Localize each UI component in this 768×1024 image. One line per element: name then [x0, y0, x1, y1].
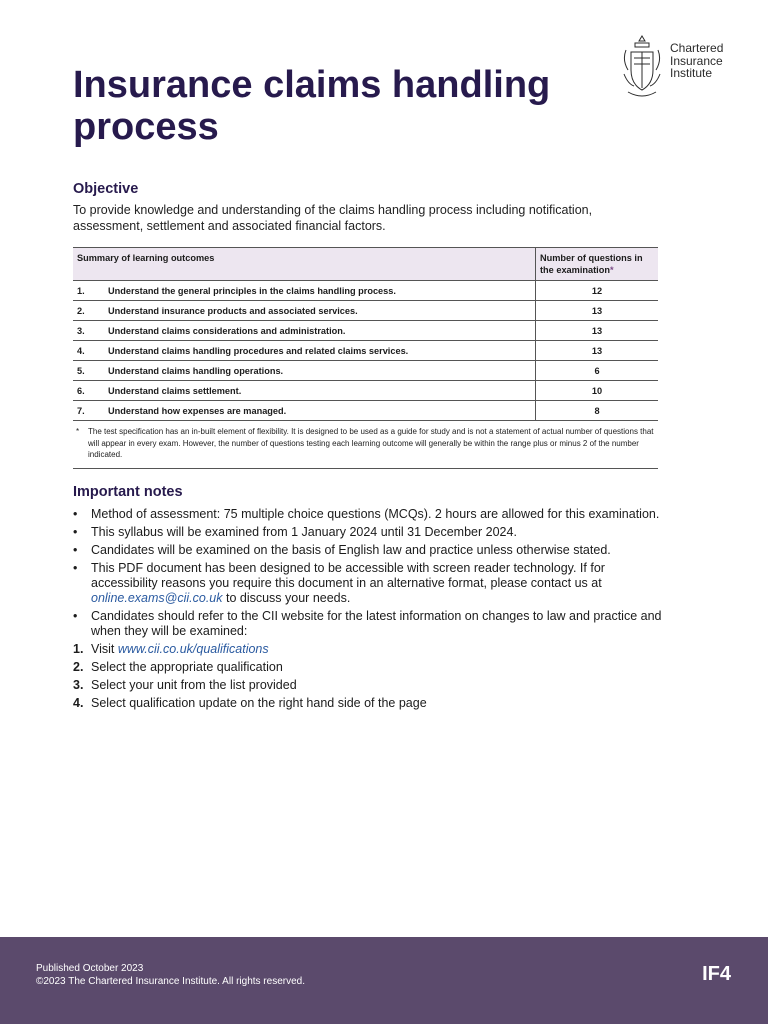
question-count: 8 [536, 401, 659, 421]
table-footnote [73, 421, 658, 469]
objective-text: To provide knowledge and understanding of the claims handling process including notification, assessment, settlement and associated financial factors. [73, 203, 593, 233]
question-count: 12 [536, 281, 659, 301]
table-header-row [73, 248, 658, 281]
list-item [73, 525, 663, 540]
learning-outcomes-table [73, 247, 658, 421]
header-asterisk: * [609, 265, 614, 275]
outcome-text: Understand claims settlement. [108, 385, 242, 396]
table-row [73, 401, 658, 421]
question-count: 10 [536, 381, 659, 401]
outcomes-column-header: Summary of learning outcomes [73, 248, 536, 281]
row-number: 5. [77, 365, 85, 376]
bullet: • [73, 609, 78, 623]
cii-logo [620, 34, 750, 104]
outcome-cell [73, 301, 536, 321]
list-item [73, 642, 663, 657]
step-number: 3. [73, 678, 84, 692]
published-date: Published October 2023 [36, 963, 144, 974]
outcome-cell [73, 361, 536, 381]
bullet: • [73, 525, 78, 539]
list-item [73, 678, 663, 693]
outcome-text: Understand the general principles in the claims handling process. [108, 285, 396, 296]
note-text: This syllabus will be examined from 1 January 2024 until 31 December 2024. [91, 525, 517, 539]
row-number: 7. [77, 405, 85, 416]
outcome-cell [73, 341, 536, 361]
bullet: • [73, 543, 78, 557]
page-title: Insurance claims handling process [73, 64, 551, 148]
important-notes-list [73, 507, 663, 714]
step-number: 4. [73, 696, 84, 710]
publication-info [36, 962, 305, 988]
email-link[interactable]: online.exams@cii.co.uk [91, 591, 223, 605]
question-count: 13 [536, 321, 659, 341]
outcome-text: Understand claims considerations and administration. [108, 325, 346, 336]
outcome-cell [73, 281, 536, 301]
questions-column-header: Number of questions in the examination* [536, 248, 659, 281]
outcome-text: Understand insurance products and associated services. [108, 305, 358, 316]
bullet: • [73, 561, 78, 575]
step-text: Select the appropriate qualification [91, 660, 283, 674]
note-text: Candidates will be examined on the basis of English law and practice unless otherwise stated. [91, 543, 611, 557]
bullet: • [73, 507, 78, 521]
qualifications-link[interactable]: www.cii.co.uk/qualifications [117, 642, 269, 656]
footnote-text: The test specification has an in-built element of flexibility. It is designed to be used as a guide for study and is not a statement of actual number of questions that will appear in every exam. However, the number of questions testing each learning outcome will generally be within the range plus or minus 2 of the number indicated. [88, 427, 654, 459]
question-count: 6 [536, 361, 659, 381]
question-count: 13 [536, 301, 659, 321]
row-number: 2. [77, 305, 85, 316]
row-number: 3. [77, 325, 85, 336]
note-text: Method of assessment: 75 multiple choice questions (MCQs). 2 hours are allowed for this examination. [91, 507, 660, 521]
table-row [73, 301, 658, 321]
list-item [73, 561, 663, 606]
outcome-cell [73, 401, 536, 421]
note-text: to discuss your needs. [222, 591, 351, 605]
step-text: Visit [91, 642, 118, 656]
step-number: 1. [73, 642, 84, 656]
table-row [73, 321, 658, 341]
list-item [73, 660, 663, 675]
logo-line: Insurance [670, 53, 723, 68]
note-text: Candidates should refer to the CII website for the latest information on changes to law and practice and when they will be examined: [91, 609, 662, 638]
list-item [73, 696, 663, 711]
footnote-asterisk: * [76, 427, 80, 436]
list-item [73, 507, 663, 522]
row-number: 6. [77, 385, 85, 396]
outcome-cell [73, 381, 536, 401]
question-count: 13 [536, 341, 659, 361]
step-text: Select your unit from the list provided [91, 678, 297, 692]
outcome-text: Understand claims handling operations. [108, 365, 284, 376]
outcome-text: Understand claims handling procedures and related claims services. [108, 345, 409, 356]
logo-line: Institute [670, 66, 713, 80]
row-number: 4. [77, 345, 85, 356]
table-row [73, 341, 658, 361]
step-text: Select qualification update on the right hand side of the page [91, 696, 427, 710]
objective-heading: Objective [73, 181, 139, 197]
row-number: 1. [77, 285, 85, 296]
list-item [73, 609, 663, 639]
note-text: This PDF document has been designed to be accessible with screen reader technology. If for accessibility reasons you require this document in an alternative format, please contact us at [91, 561, 605, 590]
table-row [73, 361, 658, 381]
unit-code: IF4 [702, 963, 731, 985]
coat-of-arms-icon [620, 34, 664, 102]
step-number: 2. [73, 660, 84, 674]
table-row [73, 281, 658, 301]
list-item [73, 543, 663, 558]
outcome-cell [73, 321, 536, 341]
table-row [73, 381, 658, 401]
outcome-text: Understand how expenses are managed. [108, 405, 287, 416]
copyright-text: ©2023 The Chartered Insurance Institute. All rights reserved. [36, 976, 305, 987]
page-footer [0, 937, 768, 1024]
logo-line: Chartered [670, 41, 724, 55]
important-notes-heading: Important notes [73, 484, 183, 500]
